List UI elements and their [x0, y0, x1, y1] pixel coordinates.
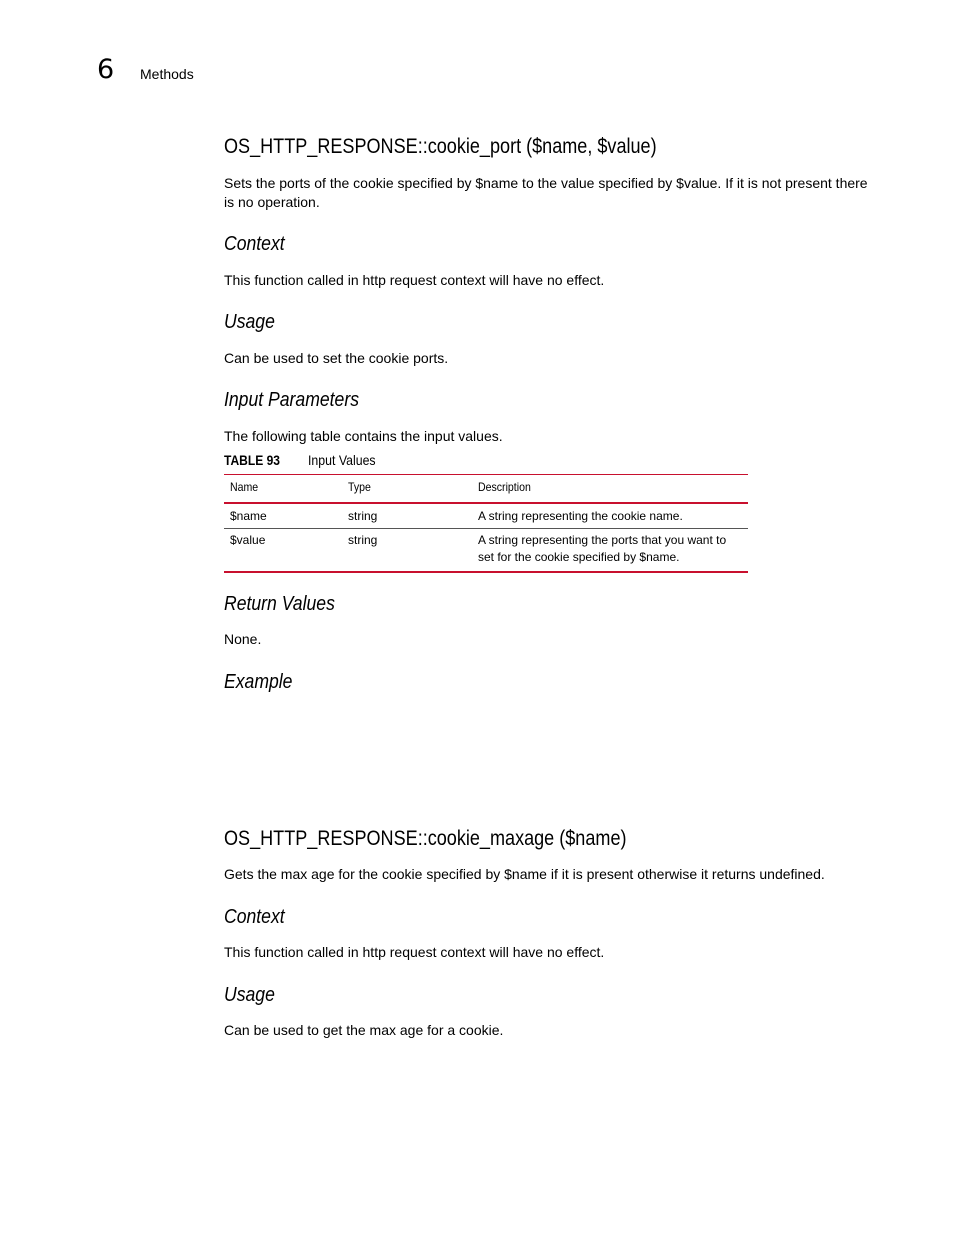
table-row	[224, 529, 748, 572]
section-description: Sets the ports of the cookie specified by $name to the value specified by $value. If it is not present there is no operation.	[224, 175, 868, 210]
table-row	[224, 503, 748, 529]
return-values-text: None.	[224, 631, 262, 647]
table-cell-name: $value	[224, 529, 342, 572]
table-cell-name: $name	[224, 503, 342, 529]
table-cell-type: string	[342, 529, 472, 572]
chapter-title: Methods	[140, 66, 194, 82]
section-title-cookie-port: OS_HTTP_RESPONSE::cookie_port ($name, $value)	[224, 135, 657, 158]
column-header-type: Type	[342, 475, 472, 503]
usage-heading: Usage	[224, 311, 275, 333]
example-heading: Example	[224, 671, 293, 693]
table-caption	[224, 451, 376, 469]
table-title: Input Values	[308, 452, 376, 468]
input-values-table	[224, 474, 748, 573]
input-parameters-text: The following table contains the input values.	[224, 428, 503, 444]
section-description: Gets the max age for the cookie specified by $name if it is present otherwise it returns undefined.	[224, 866, 825, 882]
section-title-cookie-maxage: OS_HTTP_RESPONSE::cookie_maxage ($name)	[224, 827, 627, 850]
chapter-number: 6	[97, 54, 115, 85]
column-header-description: Description	[472, 475, 748, 503]
context-heading: Context	[224, 233, 285, 255]
usage-text: Can be used to set the cookie ports.	[224, 350, 449, 366]
input-parameters-heading: Input Parameters	[224, 389, 360, 411]
usage-text: Can be used to get the max age for a cookie.	[224, 1022, 504, 1038]
context-heading: Context	[224, 906, 285, 928]
table-cell-description: A string representing the cookie name.	[472, 503, 748, 529]
table-header-row	[224, 475, 748, 503]
table-cell-description: A string representing the ports that you want to set for the cookie specified by $name.	[472, 529, 748, 572]
table-label: TABLE 93	[224, 452, 280, 468]
context-text: This function called in http request context will have no effect.	[224, 272, 605, 288]
column-header-name: Name	[224, 475, 342, 503]
usage-heading: Usage	[224, 984, 275, 1006]
context-text: This function called in http request context will have no effect.	[224, 944, 605, 960]
table-cell-type: string	[342, 503, 472, 529]
return-values-heading: Return Values	[224, 593, 335, 615]
